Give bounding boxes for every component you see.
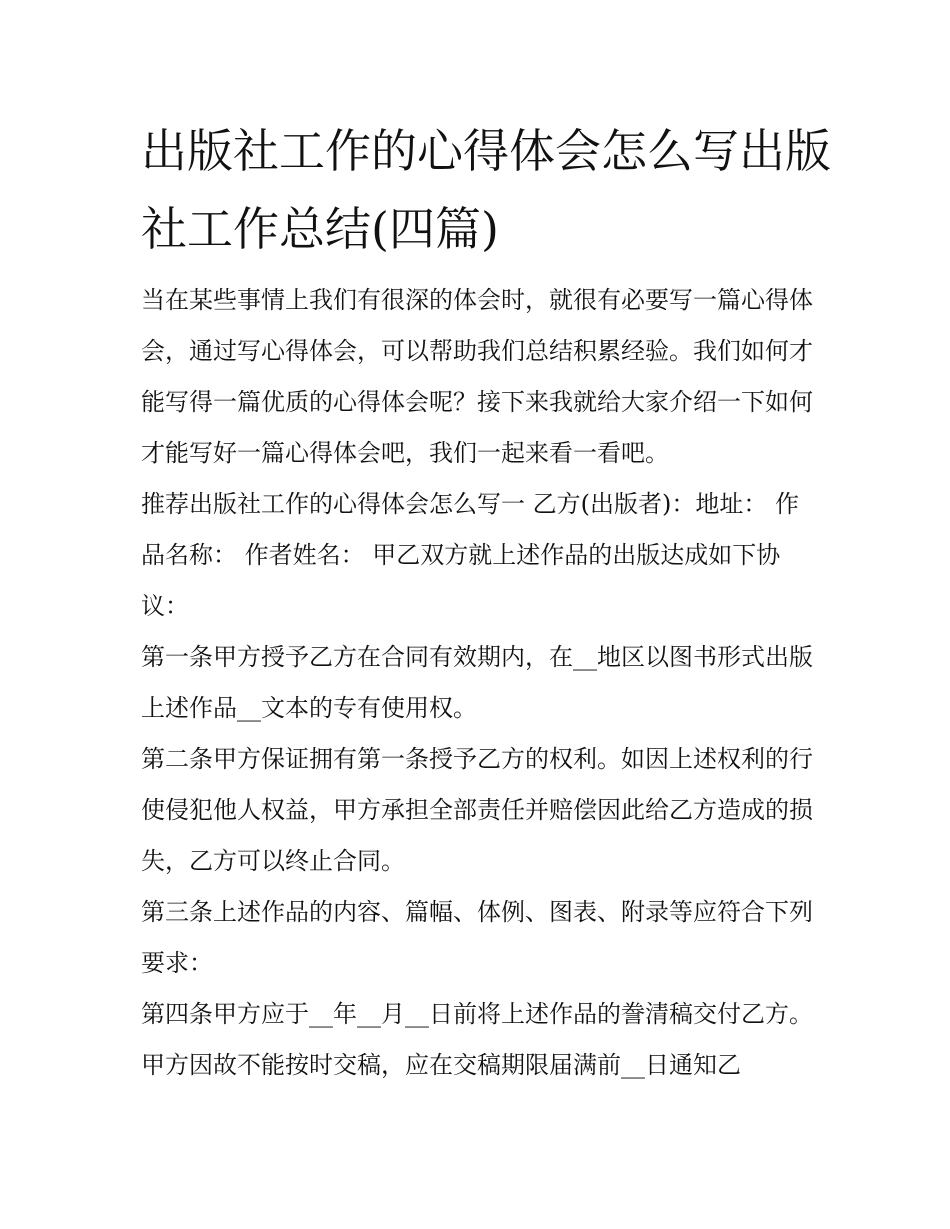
paragraph-contract-header: 推荐出版社工作的心得体会怎么写一 乙方(出版者)：地址： 作品名称： 作者姓名： 甲乙双方就上述作品的出版达成如下协议： — [141, 490, 799, 620]
paragraph-article-2: 第二条甲方保证拥有第一条授予乙方的权利。如因上述权利的行使侵犯他人权益，甲方承担全部责任并赔偿因此给乙方造成的损失，乙方可以终止合同。 — [141, 745, 813, 875]
paragraph-article-4: 第四条甲方应于__年__月__日前将上述作品的誊清稿交付乙方。甲方因故不能按时交稿，应在交稿期限届满前__日通知乙 — [141, 1000, 813, 1079]
document-title: 出版社工作的心得体会怎么写出版社工作总结(四篇) — [141, 124, 831, 256]
paragraph-article-3: 第三条上述作品的内容、篇幅、体例、图表、附录等应符合下列要求： — [141, 898, 813, 977]
document-body — [141, 275, 816, 1091]
paragraph-intro: 当在某些事情上我们有很深的体会时，就很有必要写一篇心得体会，通过写心得体会，可以帮助我们总结积累经验。我们如何才能写得一篇优质的心得体会呢？接下来我就给大家介绍一下如何才能写好一篇心得体会吧，我们一起来看一看吧。 — [141, 286, 813, 467]
paragraph-article-1: 第一条甲方授予乙方在合同有效期内，在__地区以图书形式出版上述作品__文本的专有使用权。 — [141, 643, 813, 722]
